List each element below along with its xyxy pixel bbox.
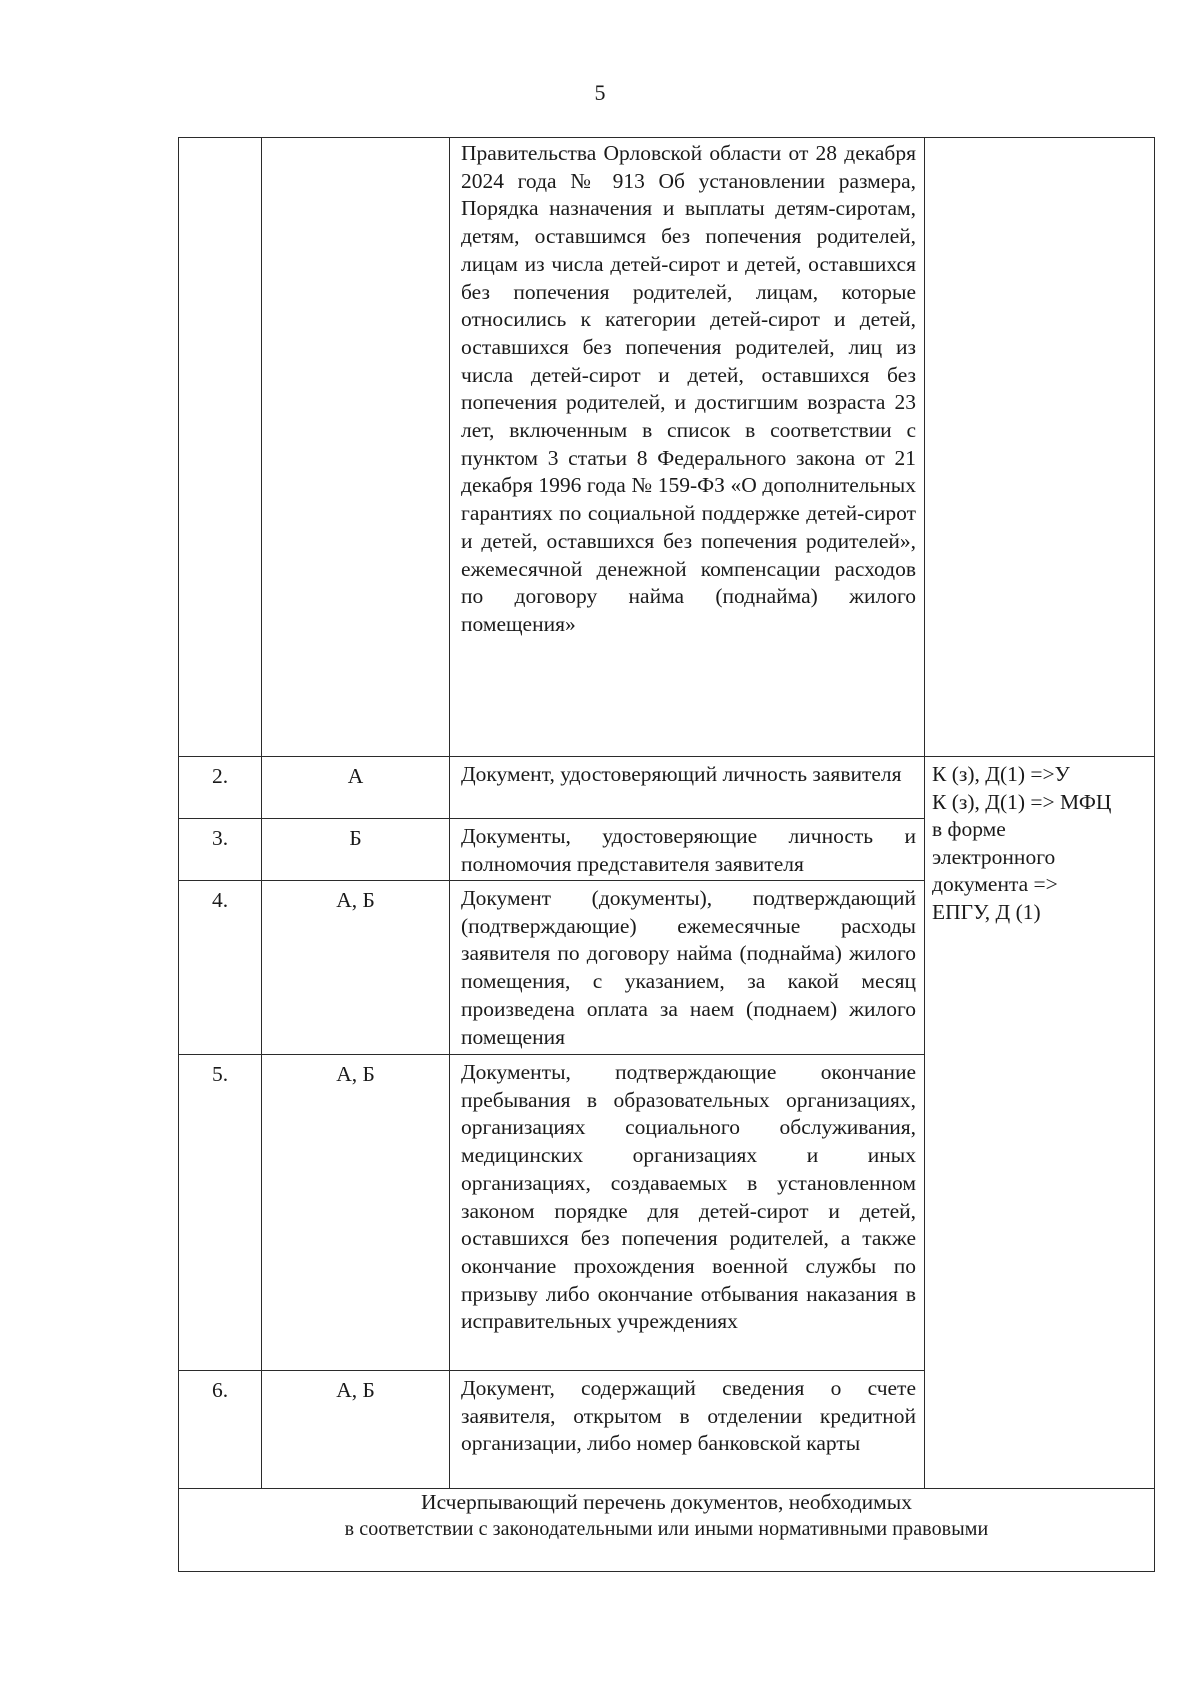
row-number: 3. [179,819,262,881]
row-number: 4. [179,881,262,1055]
submission-method-empty [925,138,1155,757]
row-number: 5. [179,1055,262,1371]
applicant-category: Б [262,819,450,881]
row-number [179,138,262,757]
document-description [450,819,925,881]
applicant-category: А, Б [262,1055,450,1371]
document-description [450,1055,925,1371]
section-heading-line1: Исчерпывающий перечень документов, необходимых [421,1490,912,1514]
submission-method-line: ЕПГУ, Д (1) [932,899,1041,924]
row-number: 2. [179,757,262,819]
applicant-category: А [262,757,450,819]
applicant-category: А, Б [262,1371,450,1489]
section-heading [179,1489,1155,1572]
document-description [450,757,925,819]
document-text: Документы, подтверждающие окончание пребывания в образовательных организациях, организациях социального обслуживания, медицинских организациях и иных организациях, создаваемых в установленном законом порядке для детей-сирот и детей, оставшихся без попечения родителей, а также окончание прохождения военной службы по призыву либо окончание отбывания наказания в исправительных учреждениях [461,1060,916,1334]
document-description [450,881,925,1055]
submission-method [925,757,1155,1489]
submission-method-line: К (з), Д(1) =>У [932,762,1070,786]
table-row [179,757,1155,819]
submission-method-line: документа => [932,872,1058,896]
document-text: Документ (документы), подтверждающий (подтверждающие) ежемесячные расходы заявителя по договору найма (поднайма) жилого помещения, с указанием, за какой месяц произведена оплата за наем (поднаем) жилого помещения [461,886,916,1049]
document-description [450,1371,925,1489]
document-text: Правительства Орловской области от 28 декабря 2024 года № 913 Об установлении размера, Порядка назначения и выплаты детям-сиротам, детям, оставшимся без попечения родителей, лицам из числа детей-сирот и детей, оставшихся без попечения родителей, лицам, которые относились к категории детей-сирот и детей, оставшихся без попечения родителей, лиц из числа детей-сирот и детей, оставшихся без попечения родителей, и достигшим возраста 23 лет, включенным в список в соответствии с пунктом 3 статьи 8 Федерального закона от 21 декабря 1996 года № 159-ФЗ «О дополнительных гарантиях по социальной поддержке детей-сирот и детей, оставшихся без попечения родителей», ежемесячной денежной компенсации расходов по договору найма (поднайма) жилого помещения» [461,141,916,636]
document-text: Документ, удостоверяющий личность заявителя [461,762,902,786]
submission-method-line: электронного [932,844,1056,869]
applicant-category: А, Б [262,881,450,1055]
documents-table [178,137,1155,1572]
table-row [179,138,1155,757]
row-number: 6. [179,1371,262,1489]
section-heading-row [179,1489,1155,1572]
page-number: 5 [594,80,606,105]
section-heading-line2: в соответствии с законодательными или иными нормативными правовыми [344,1518,989,1540]
document-text: Документы, удостоверяющие личность и полномочия представителя заявителя [461,824,916,876]
submission-method-line: в форме [932,817,1006,841]
document-description [450,138,925,757]
applicant-category [262,138,450,757]
document-text: Документ, содержащий сведения о счете заявителя, открытом в отделении кредитной организации, либо номер банковской карты [461,1376,916,1456]
submission-method-line: К (з), Д(1) => МФЦ [932,789,1112,814]
